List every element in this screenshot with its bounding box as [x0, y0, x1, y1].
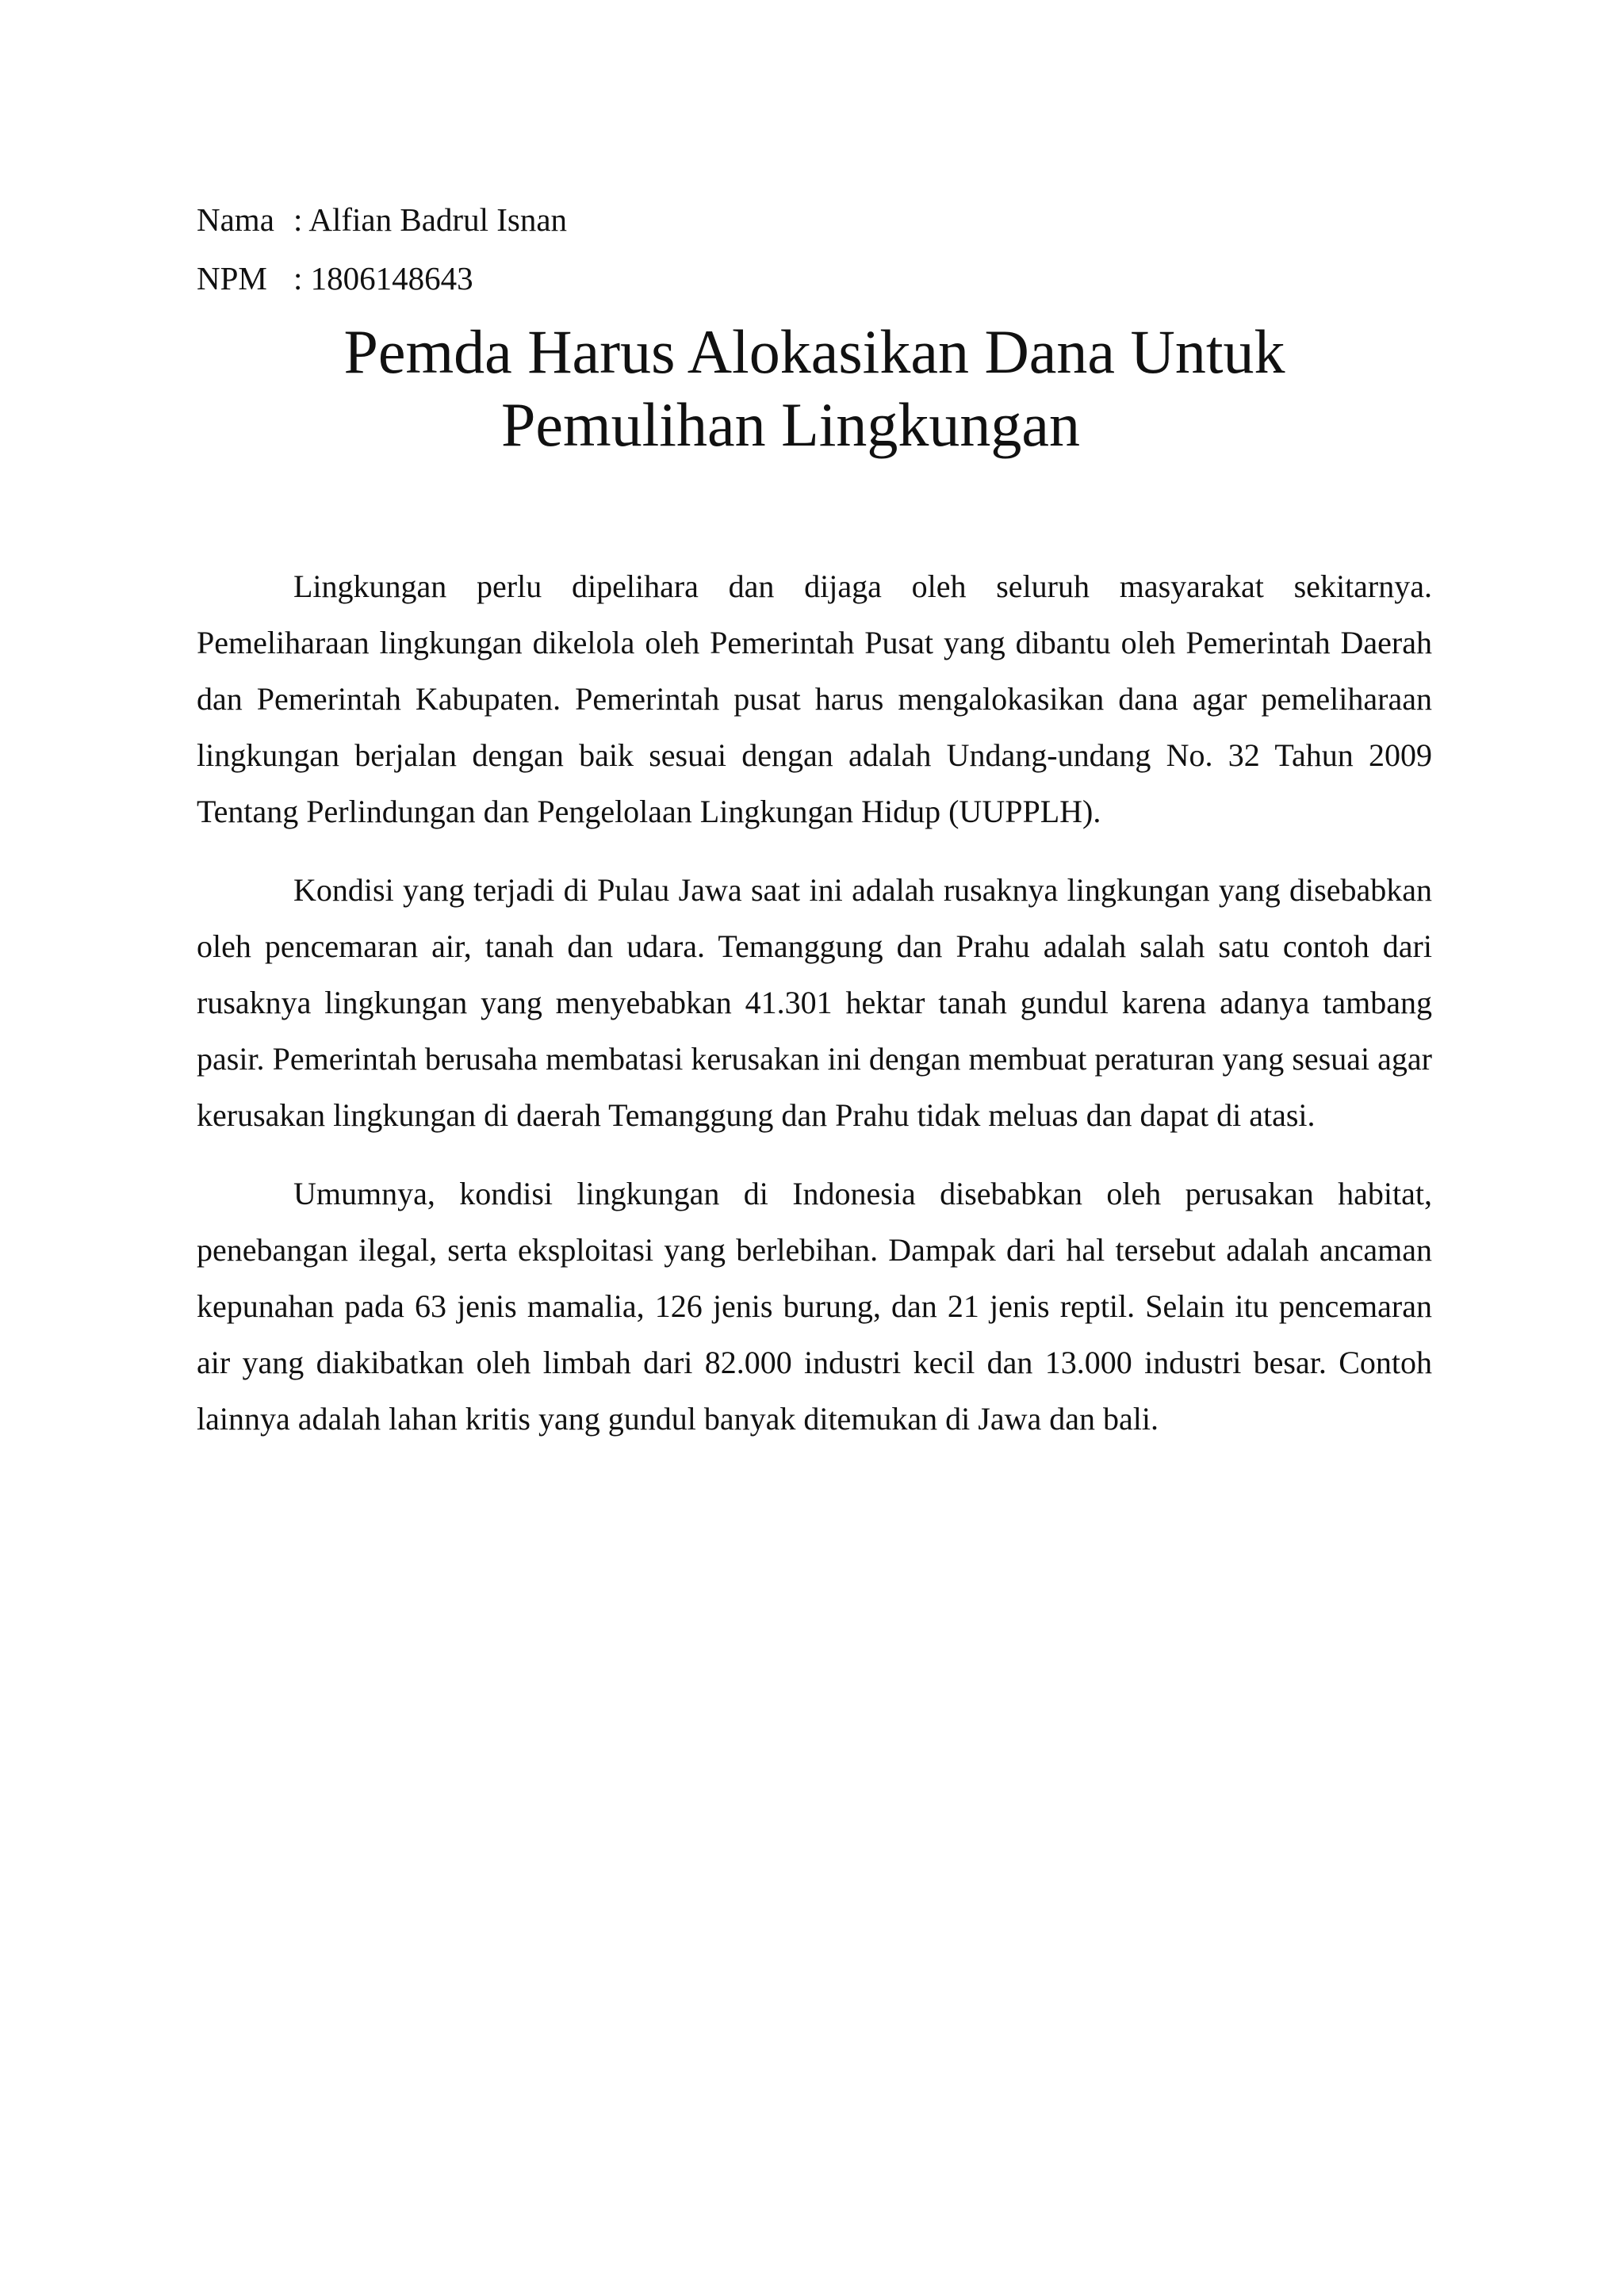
document-body	[197, 558, 1432, 1469]
name-value: : Alfian Badrul Isnan	[293, 201, 568, 238]
paragraph-2: Kondisi yang terjadi di Pulau Jawa saat ini adalah rusaknya lingkungan yang disebabkan oleh pencemaran air, tanah dan udara. Temanggung dan Prahu adalah salah satu contoh dari rusaknya lingkungan yang menyebabkan 41.301 hektar tanah gundul karena adanya tambang pasir. Pemerintah berusaha membatasi kerusakan ini dengan membuat peraturan yang sesuai agar kerusakan lingkungan di daerah Temanggung dan Prahu tidak meluas dan dapat di atasi.	[197, 872, 1432, 1133]
npm-value: : 1806148643	[293, 260, 473, 297]
paragraph-3: Umumnya, kondisi lingkungan di Indonesia disebabkan oleh perusakan habitat, penebangan ilegal, serta eksploitasi yang berlebihan. Dampak dari hal tersebut adalah ancaman kepunahan pada 63 jenis mamalia, 126 jenis burung, dan 21 jenis reptil. Selain itu pencemaran air yang diakibatkan oleh limbah dari 82.000 industri kecil dan 13.000 industri besar. Contoh lainnya adalah lahan kritis yang gundul banyak ditemukan di Jawa dan bali.	[197, 1176, 1432, 1437]
name-row	[197, 190, 567, 249]
title-line-2: Pemulihan Lingkungan	[500, 390, 1081, 459]
title-line-1: Pemda Harus Alokasikan Dana Untuk	[343, 317, 1285, 386]
npm-row	[197, 249, 567, 308]
npm-label: NPM	[197, 260, 267, 297]
student-info	[197, 190, 567, 308]
document-title	[197, 316, 1432, 461]
paragraph-1: Lingkungan perlu dipelihara dan dijaga oleh seluruh masyarakat sekitarnya. Pemeliharaan lingkungan dikelola oleh Pemerintah Pusat yang dibantu oleh Pemerintah Daerah dan Pemerintah Kabupaten. Pemerintah pusat harus mengalokasikan dana agar pemeliharaan lingkungan berjalan dengan baik sesuai dengan adalah Undang-undang No. 32 Tahun 2009 Tentang Perlindungan dan Pengelolaan Lingkungan Hidup (UUPPLH).	[197, 568, 1432, 829]
name-label: Nama	[197, 201, 274, 238]
